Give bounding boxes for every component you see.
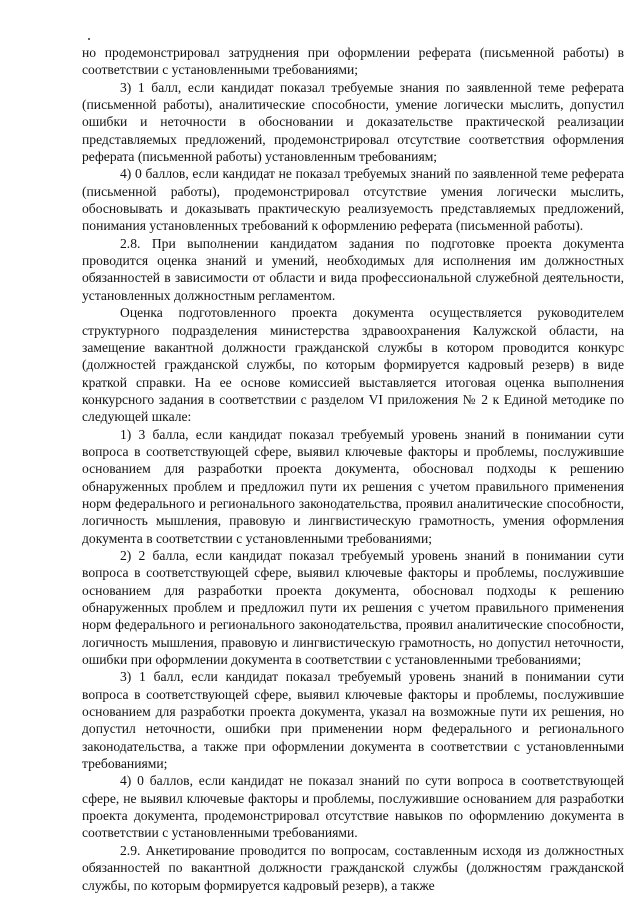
document-page: [82, 44, 624, 894]
scan-speck: [88, 38, 90, 40]
paragraph-section-2-8: 2.8. При выполнении кандидатом задания по подготовке проекта документа проводится оценка знаний и умений, необходимых для исполнения им должностных обязанностей в зависимости от области и вида профессиональной служебной деятельности, установленных должностным регламентом.: [82, 235, 624, 303]
paragraph-document-score-2: 2) 2 балла, если кандидат показал требуемый уровень знаний в понимании сути вопроса в соответствующей сфере, выявил ключевые факторы и проблемы, послужившие основанием для разработки проекта документа, обосновал подходы к решению обнаруженных проблем и предложил пути их решения с учетом правильного применения норм федерального и регионального законодательства, проявил аналитические способности, логичность мышления, правовую и лингвистическую грамотность, но допустил неточности, ошибки при оформлении документа в соответствии с установленными требованиями;: [82, 547, 624, 668]
paragraph-evaluation-scale: Оценка подготовленного проекта документа осуществляется руководителем структурного подразделения министерства здравоохранения Калужской области, на замещение вакантной должности гражданской службы в котором проводится конкурс (должностей гражданской службы, по которым формируется кадровый резерв) в виде краткой справки. На ее основе комиссией выставляется итоговая оценка выполнения конкурсного задания в соответствии с разделом VI приложения № 2 к Единой методике по следующей шкале:: [82, 305, 624, 425]
paragraph-document-score-3: 1) 3 балла, если кандидат показал требуемый уровень знаний в понимании сути вопроса в соответствующей сфере, выявил ключевые факторы и проблемы, послужившие основанием для разработки проекта документа, обосновал подходы к решению обнаруженных проблем и предложил пути их решения с учетом правильного применения норм федерального и регионального законодательства, проявил аналитические способности, логичность мышления, правовую и лингвистическую грамотность, умения оформления документа в соответствии с установленными требованиями;: [82, 426, 624, 546]
paragraph-document-score-0: 4) 0 баллов, если кандидат не показал знаний по сути вопроса в соответствующей сфере, не выявил ключевые факторы и проблемы, послужившие основанием для разработки проекта документа, продемонстрировал отсутствие навыков по оформлению документа в соответствии с установленными требованиями.: [82, 773, 624, 841]
paragraph-section-2-9: 2.9. Анкетирование проводится по вопросам, составленным исходя из должностных обязанностей по вакантной должности гражданской службы (должностям гражданской службы, по которым формируется кадровый резерв), а также: [82, 842, 624, 893]
paragraph-referat-score-1: 3) 1 балл, если кандидат показал требуемые знания по заявленной теме реферата (письменной работы), аналитические способности, умение логически мыслить, допустил ошибки и неточности в обосновании и доказательстве практической реализации представляемых предложений, продемонстрировал отсутствие соответствия оформления реферата (письменной работы) установленным требованиям;: [82, 79, 624, 165]
paragraph-document-score-1: 3) 1 балл, если кандидат показал требуемый уровень знаний в понимании сути вопроса в соответствующей сфере, выявил ключевые факторы и проблемы, послужившие основанием для разработки проекта документа, указал на возможные пути их решения, но допустил неточности, ошибки при применении норм федерального и регионального законодательства, а также при оформлении документа в соответствии с установленными требованиями;: [82, 669, 624, 772]
paragraph-continuation: но продемонстрировал затруднения при оформлении реферата (письменной работы) в соответствии с установленными требованиями;: [82, 45, 624, 78]
paragraph-referat-score-0: 4) 0 баллов, если кандидат не показал требуемых знаний по заявленной теме реферата (письменной работы), продемонстрировал отсутствие умения логически мыслить, обосновывать и доказывать практическую реализуемость представляемых предложений, понимания установленных требований к оформлению реферата (письменной работы).: [82, 166, 624, 234]
